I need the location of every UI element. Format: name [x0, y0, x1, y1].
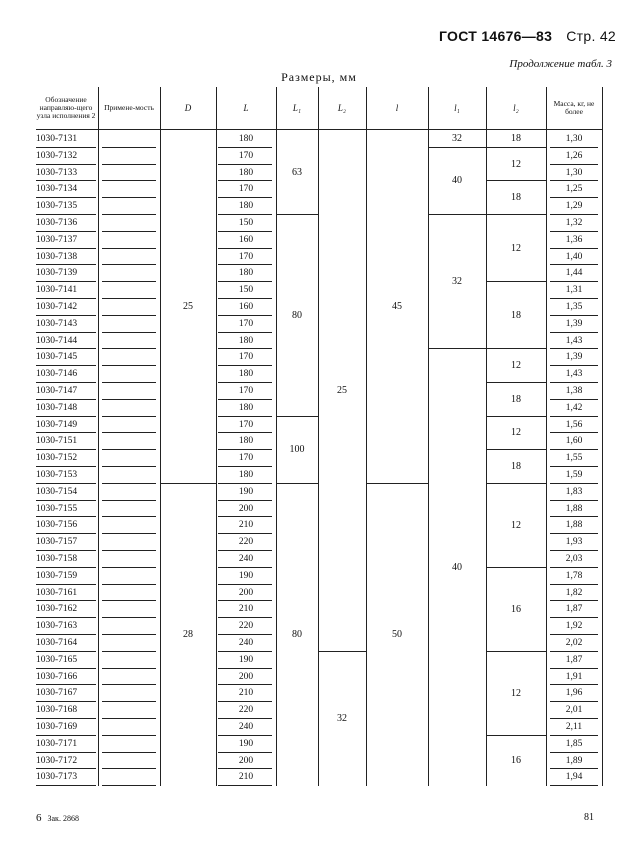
- application-rule: [102, 584, 156, 585]
- designation-cell: 1030-7156: [36, 520, 78, 531]
- application-rule: [102, 264, 156, 265]
- mass-cell: 2,03: [565, 554, 583, 564]
- designation-cell: 1030-7144: [36, 335, 78, 346]
- application-rule: [102, 315, 156, 316]
- merged-l1-rule: [428, 214, 486, 215]
- merged-l2-rule: [486, 416, 546, 417]
- column-rule: [366, 87, 367, 786]
- length-cell: 210: [238, 688, 254, 699]
- mass-cell: 1,31: [565, 285, 583, 296]
- designation-cell: 1030-7167: [36, 688, 78, 699]
- application-rule: [102, 516, 156, 517]
- merged-L1-cell: 100: [289, 444, 305, 456]
- designation-cell: 1030-7159: [36, 570, 78, 581]
- application-rule: [102, 332, 156, 333]
- col-header-application: Примене-мость: [104, 103, 154, 112]
- length-cell: 180: [238, 167, 254, 178]
- length-cell: 160: [238, 234, 254, 245]
- merged-l2-rule: [486, 567, 546, 568]
- designation-cell: 1030-7137: [36, 234, 78, 245]
- application-rule: [102, 533, 156, 534]
- application-rule: [102, 785, 156, 786]
- length-cell: 220: [238, 621, 254, 632]
- mass-cell: 1,39: [565, 352, 583, 363]
- designation-cell: 1030-7164: [36, 638, 78, 648]
- merged-l2-rule: [486, 147, 546, 148]
- merged-l2-rule: [486, 449, 546, 450]
- col-header-D: D: [184, 103, 192, 113]
- mass-cell: 1,89: [565, 755, 583, 766]
- col-header-L2: L₂: [337, 103, 347, 113]
- length-cell: 200: [238, 503, 254, 514]
- merged-L2-cell: 25: [337, 385, 347, 397]
- length-cell: 170: [238, 453, 254, 464]
- merged-l2-rule: [486, 281, 546, 282]
- length-cell: 190: [238, 654, 254, 665]
- mass-cell: 1,35: [565, 302, 583, 312]
- application-rule: [102, 600, 156, 601]
- merged-D-cell: 28: [183, 629, 193, 640]
- designation-cell: 1030-7172: [36, 755, 78, 766]
- designation-cell: 1030-7166: [36, 671, 78, 682]
- merged-L1-rule: [276, 483, 318, 484]
- mass-cell: 1,56: [565, 419, 583, 430]
- designation-cell: 1030-7157: [36, 537, 78, 548]
- length-cell: 200: [238, 755, 254, 766]
- application-rule: [102, 768, 156, 769]
- application-rule: [102, 231, 156, 232]
- column-rule: [428, 87, 429, 786]
- mass-cell: 1,83: [565, 486, 583, 497]
- merged-L1-cell: 63: [292, 167, 302, 178]
- length-cell: 180: [238, 335, 254, 346]
- application-rule: [102, 617, 156, 618]
- footer-left-number: 6: [36, 812, 42, 824]
- mass-cell: 1,43: [565, 369, 583, 380]
- col-header-l1: l₁: [454, 103, 460, 113]
- mass-cell: 1,60: [565, 436, 583, 447]
- merged-l2-rule: [486, 651, 546, 652]
- application-rule: [102, 197, 156, 198]
- application-rule: [102, 281, 156, 282]
- sizes-caption: Размеры, мм: [281, 70, 357, 84]
- application-rule: [102, 449, 156, 450]
- length-cell: 180: [238, 369, 254, 380]
- merged-l2-cell: 12: [511, 360, 521, 372]
- mass-cell: 1,26: [565, 150, 583, 161]
- header-rule: [36, 129, 603, 130]
- page-header: [439, 28, 616, 44]
- designation-cell: 1030-7161: [36, 587, 78, 598]
- merged-L1-rule: [276, 214, 318, 215]
- application-rule: [102, 701, 156, 702]
- column-rule: [160, 87, 161, 786]
- merged-l2-cell: 12: [511, 158, 521, 170]
- merged-l1-cell: 40: [452, 175, 462, 187]
- mass-cell: 1,44: [565, 268, 583, 279]
- merged-L2-rule: [318, 651, 366, 652]
- application-rule: [102, 651, 156, 652]
- designation-cell: 1030-7136: [36, 218, 78, 228]
- mass-cell: 1,87: [565, 604, 583, 615]
- length-cell: 190: [238, 738, 254, 749]
- length-cell: 160: [238, 302, 254, 312]
- application-rule: [102, 684, 156, 685]
- length-rule: [218, 785, 272, 786]
- application-rule: [102, 432, 156, 433]
- merged-L1-cell: 80: [292, 309, 302, 321]
- mass-cell: 1,32: [565, 218, 583, 228]
- length-cell: 170: [238, 352, 254, 363]
- merged-l1-rule: [428, 147, 486, 148]
- application-rule: [102, 634, 156, 635]
- row-rule: [36, 785, 96, 786]
- mass-cell: 1,94: [565, 772, 583, 783]
- application-rule: [102, 348, 156, 349]
- mass-cell: 1,88: [565, 520, 583, 531]
- length-cell: 170: [238, 184, 254, 195]
- mass-cell: 1,40: [565, 251, 583, 262]
- designation-cell: 1030-7147: [36, 386, 78, 396]
- mass-cell: 1,30: [565, 134, 583, 144]
- col-header-l: l: [395, 103, 399, 113]
- mass-cell: 1,96: [565, 688, 583, 699]
- application-rule: [102, 298, 156, 299]
- designation-cell: 1030-7152: [36, 453, 78, 464]
- merged-l1-cell: 40: [452, 561, 462, 573]
- designation-cell: 1030-7148: [36, 402, 78, 413]
- merged-L1-rule: [276, 416, 318, 417]
- length-cell: 190: [238, 486, 254, 497]
- length-cell: 220: [238, 705, 254, 716]
- application-rule: [102, 382, 156, 383]
- mass-cell: 1,78: [565, 570, 583, 581]
- application-rule: [102, 483, 156, 484]
- merged-l2-rule: [486, 483, 546, 484]
- mass-cell: 1,42: [565, 402, 583, 413]
- length-cell: 180: [238, 470, 254, 480]
- merged-L2-cell: 32: [337, 713, 347, 724]
- mass-cell: 1,93: [565, 537, 583, 548]
- application-rule: [102, 567, 156, 568]
- length-cell: 150: [238, 285, 254, 296]
- length-cell: 210: [238, 520, 254, 531]
- designation-cell: 1030-7153: [36, 470, 78, 480]
- length-cell: 190: [238, 570, 254, 581]
- mass-cell: 1,87: [565, 654, 583, 665]
- mass-cell: 2,02: [565, 638, 583, 648]
- application-rule: [102, 416, 156, 417]
- dimensions-table: [36, 87, 603, 800]
- mass-cell: 1,36: [565, 234, 583, 245]
- length-cell: 150: [238, 218, 254, 228]
- application-rule: [102, 752, 156, 753]
- length-cell: 180: [238, 402, 254, 413]
- application-rule: [102, 550, 156, 551]
- designation-cell: 1030-7165: [36, 654, 78, 665]
- application-rule: [102, 500, 156, 501]
- designation-cell: 1030-7135: [36, 201, 78, 212]
- column-rule: [98, 87, 99, 786]
- length-cell: 180: [238, 268, 254, 279]
- footer-right-number: 81: [584, 812, 594, 823]
- mass-cell: 1,30: [565, 167, 583, 178]
- designation-cell: 1030-7146: [36, 369, 78, 380]
- designation-cell: 1030-7138: [36, 251, 78, 262]
- merged-l-cell: 45: [392, 301, 402, 313]
- length-cell: 220: [238, 537, 254, 548]
- merged-l-rule: [366, 483, 428, 484]
- length-cell: 170: [238, 251, 254, 262]
- col-header-l2: l₂: [513, 103, 519, 113]
- merged-l1-cell: 32: [452, 133, 462, 145]
- designation-cell: 1030-7171: [36, 738, 78, 749]
- length-cell: 240: [238, 722, 254, 732]
- designation-cell: 1030-7163: [36, 621, 78, 632]
- merged-l2-cell: 16: [511, 603, 521, 615]
- length-cell: 170: [238, 419, 254, 430]
- application-rule: [102, 466, 156, 467]
- merged-L1-cell: 80: [292, 629, 302, 640]
- length-cell: 210: [238, 604, 254, 615]
- col-header-mass: Масса, кг, не более: [553, 99, 595, 116]
- merged-l2-rule: [486, 214, 546, 215]
- merged-l2-rule: [486, 735, 546, 736]
- merged-l2-cell: 18: [511, 192, 521, 204]
- application-rule: [102, 735, 156, 736]
- application-rule: [102, 214, 156, 215]
- merged-l2-cell: 12: [511, 242, 521, 254]
- merged-D-rule: [160, 483, 216, 484]
- merged-l2-cell: 12: [511, 687, 521, 699]
- designation-cell: 1030-7143: [36, 318, 78, 329]
- mass-cell: 1,92: [565, 621, 583, 632]
- length-cell: 180: [238, 436, 254, 447]
- standard-number: ГОСТ 14676—83: [438, 28, 553, 44]
- mass-cell: 1,25: [565, 184, 583, 195]
- column-rule: [602, 87, 603, 786]
- designation-cell: 1030-7134: [36, 184, 78, 195]
- designation-cell: 1030-7132: [36, 150, 78, 161]
- mass-cell: 1,82: [565, 587, 583, 598]
- column-rule: [318, 87, 319, 786]
- designation-cell: 1030-7133: [36, 167, 78, 178]
- merged-l2-rule: [486, 382, 546, 383]
- footer-left: [36, 812, 79, 824]
- application-rule: [102, 399, 156, 400]
- merged-l2-rule: [486, 180, 546, 181]
- mass-cell: 2,01: [565, 705, 583, 716]
- designation-cell: 1030-7173: [36, 772, 78, 783]
- designation-cell: 1030-7168: [36, 705, 78, 716]
- merged-l2-cell: 18: [511, 393, 521, 405]
- designation-cell: 1030-7139: [36, 268, 78, 279]
- merged-l2-cell: 18: [511, 133, 521, 145]
- designation-cell: 1030-7141: [36, 285, 78, 296]
- merged-l2-cell: 18: [511, 309, 521, 321]
- designation-cell: 1030-7149: [36, 419, 78, 430]
- mass-cell: 1,55: [565, 453, 583, 464]
- length-cell: 180: [238, 134, 254, 144]
- merged-l1-cell: 32: [452, 276, 462, 288]
- mass-cell: 1,59: [565, 470, 583, 480]
- footer-order-note: Зак. 2868: [47, 814, 79, 823]
- merged-l2-cell: 16: [511, 755, 521, 766]
- merged-l2-cell: 18: [511, 461, 521, 472]
- designation-cell: 1030-7145: [36, 352, 78, 363]
- mass-cell: 2,11: [565, 722, 583, 732]
- designation-cell: 1030-7142: [36, 302, 78, 312]
- column-rule: [276, 87, 277, 786]
- merged-l1-rule: [428, 348, 486, 349]
- designation-cell: 1030-7162: [36, 604, 78, 615]
- mass-cell: 1,39: [565, 318, 583, 329]
- merged-D-cell: 25: [183, 301, 193, 313]
- application-rule: [102, 365, 156, 366]
- designation-cell: 1030-7131: [36, 134, 78, 144]
- designation-cell: 1030-7154: [36, 486, 78, 497]
- length-cell: 200: [238, 671, 254, 682]
- mass-cell: 1,88: [565, 503, 583, 514]
- application-rule: [102, 164, 156, 165]
- designation-cell: 1030-7151: [36, 436, 78, 447]
- length-cell: 210: [238, 772, 254, 783]
- col-header-designation: Обозначение направляю-щего узла исполнения 2: [36, 95, 96, 120]
- application-rule: [102, 147, 156, 148]
- mass-cell: 1,38: [565, 386, 583, 396]
- length-cell: 170: [238, 150, 254, 161]
- merged-l2-cell: 12: [511, 427, 521, 439]
- mass-cell: 1,91: [565, 671, 583, 682]
- application-rule: [102, 718, 156, 719]
- page-number: Стр. 42: [566, 28, 616, 44]
- length-cell: 170: [238, 386, 254, 396]
- merged-l-cell: 50: [392, 629, 402, 640]
- designation-cell: 1030-7169: [36, 722, 78, 732]
- length-cell: 180: [238, 201, 254, 212]
- mass-cell: 1,29: [565, 201, 583, 212]
- col-header-L: L: [243, 103, 249, 113]
- designation-cell: 1030-7155: [36, 503, 78, 514]
- length-cell: 200: [238, 587, 254, 598]
- application-rule: [102, 668, 156, 669]
- merged-l2-cell: 12: [511, 519, 521, 531]
- mass-cell: 1,85: [565, 738, 583, 749]
- length-cell: 240: [238, 638, 254, 648]
- merged-l2-rule: [486, 348, 546, 349]
- application-rule: [102, 248, 156, 249]
- designation-cell: 1030-7158: [36, 554, 78, 564]
- continuation-note: Продолжение табл. 3: [509, 58, 612, 70]
- mass-rule: [550, 785, 598, 786]
- length-cell: 240: [238, 554, 254, 564]
- mass-cell: 1,43: [565, 335, 583, 346]
- length-cell: 170: [238, 318, 254, 329]
- col-header-L1: L₁: [292, 103, 302, 113]
- application-rule: [102, 180, 156, 181]
